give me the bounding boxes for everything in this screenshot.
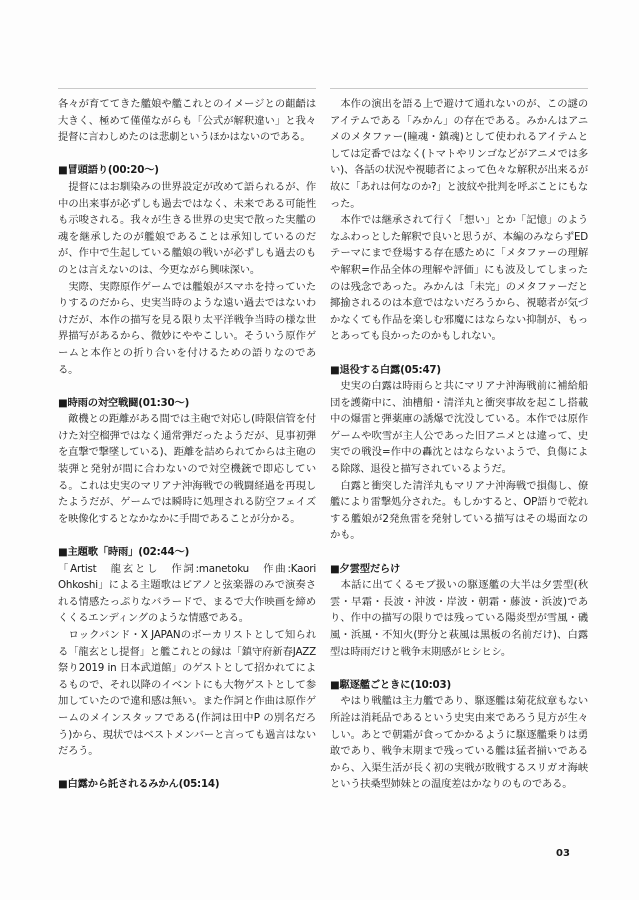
body-paragraph: 各々が育ててきた艦娘や艦これとのイメージとの齟齬は大きく、極めて僅僅ながらも「公式が解釈違い」と我々提督に言わしめたのは悲劇というほかはないのである。 [58, 98, 316, 144]
section-heading: ■夕雲型だらけ [330, 562, 401, 575]
section-heading: ■白露から託されるみかん(05:14) [58, 778, 220, 791]
body-paragraph: 史実の白露は時雨らと共にマリアナ沖海戦前に補給船団を護衛中に、油槽船・清洋丸と衝突事故を起こし搭載中の爆雷と弾薬庫の誘爆で沈没している。本作では原作ゲームや吹雪が主人公であった旧アニメとは違って、史実での戦没=作中の轟沈とはならないようで、負傷による除隊、退役と描写されているようだ。 [330, 380, 588, 476]
left-column [58, 96, 316, 793]
body-paragraph: やはり戦艦は主力艦であり、駆逐艦は菊花紋章もない所詮は消耗品であるという史実由来であろう見方が生々しい。あとで朝霜が食ってかかるように駆逐艦乗りは勇敢であり、戦争末期まで残っている艦は猛者揃いであるから、入渠生活が長く初の実戦が敗戦するスリガオ海峡という扶桑型姉妹との温度差はかなりのものである。 [330, 695, 588, 791]
paragraph-gap [58, 527, 316, 544]
paragraph-gap [58, 378, 316, 395]
body-paragraph: 敵機との距離がある間では主砲で対応し(時限信管を付けた対空榴弾ではなく通常弾だったようだが、見事初弾を直撃で撃墜している)、距離を詰められてからは主砲の装弾と発射が間に合わないので対空機銃で即応している。これは史実のマリアナ沖海戦での戦闘経過を再現したようだが、ゲームでは瞬時に処理される防空フェイズを映像化するとなかなかに手間であることが分かる。 [58, 413, 316, 525]
body-paragraph: 「Artist 龍玄とし 作詞:manetoku 作曲:Kaori Ohkoshi」による主題歌はピアノと弦楽器のみで演奏される情感たっぷりなバラードで、まるで大作映画を締めくくるエンディングのような情感である。 [58, 562, 316, 625]
body-paragraph: 提督にはお馴染みの世界設定が改めて語られるが、作中の出来事が必ずしも過去ではなく、未来である可能性も示唆される。我々が生きる世界の史実で散った実艦の魂を継承したのが艦娘であることは承知しているのだが、作中で生起している艦娘の戦いが必ずしも過去のものとは言えないのは、今更ながら興味深い。 [58, 180, 316, 276]
section-heading: ■冒頭語り(00:20〜) [58, 164, 159, 177]
top-rule-left [58, 88, 316, 89]
section-heading: ■主題歌「時雨」(02:44〜) [58, 546, 190, 559]
paragraph-gap [330, 544, 588, 561]
body-paragraph: 本作では継承されて行く「想い」とか「記憶」のようなふわっとした解釈で良いと思うが、本編のみならずEDテーマにまで登場する存在感ために「メタファーの理解や解釈=作品全体の理解や評価」にも波及してしまったのは残念であった。みかんは「未完」のメタファーだと揶揄されるのは本意ではないだろうから、視聴者が気づかなくても作品を楽しむ邪魔にはならない抑制が、もっとあっても良かったのかもしれない。 [330, 214, 588, 343]
section-heading: ■退役する白露(05:47) [330, 363, 441, 376]
section-heading: ■時雨の対空戦闘(01:30〜) [58, 396, 190, 409]
section-heading: ■駆逐艦ごときに(10:03) [330, 678, 451, 691]
paragraph-gap [58, 146, 316, 163]
page-number: 03 [556, 848, 570, 859]
paragraph-gap [58, 760, 316, 777]
body-paragraph: 本作の演出を語る上で避けて通れないのが、この謎のアイテムである「みかん」の存在である。みかんはアニメのメタファー(瞳魂・鎮魂)として使われるアイテムとしては定番ではなく(トマトやリンゴなどがアニメでは多い)、各話の状況や視聴者によって色々な解釈が出来るが故に「あれは何なのか?」と波紋や批判を呼ぶことにもなった。 [330, 98, 588, 210]
body-paragraph: 実際、実際原作ゲームでは艦娘がスマホを持っていたりするのだから、史実当時のような遠い過去ではないわけだが、本作の描写を見る限り太平洋戦争当時の様な世界描写があるから、微妙にややこしい。そういう原作ゲームと本作との折り合いを付けるための語りなのである。 [58, 280, 316, 376]
body-paragraph: 白露と衝突した清洋丸もマリアナ沖海戦で損傷し、僚艦により雷撃処分された。もしかすると、OP語りで乾れする艦娘が2発魚雷を発射している描写はその場面なのかも。 [330, 479, 588, 542]
body-paragraph: ロックバンド・X JAPANのボーカリストとして知られる「龍玄とし提督」と艦これとの縁は「鎮守府新春JAZZ祭り2019 in 日本武道館」のゲストとして招かれてによるもので、それ以降のイベントにも大物ゲストとして参加していたので違和感は無い。また作詞と作曲は原作ゲームのメインスタッフである(作詞は田中P の別名だろう)から、現状ではベストメンバーと言っても過言はないだろう。 [58, 629, 316, 758]
body-paragraph: 本話に出てくるモブ扱いの駆逐艦の大半は夕雲型(秋雲・早霜・長波・沖波・岸波・朝霜・藤波・浜波)であり、作中の描写の限りでは残っている陽炎型が雪風・磯風・浜風・不知火(野分と萩風は黒板の名前だけ)、白露型は時雨だけと戦争末期感がヒシヒシ。 [330, 579, 588, 658]
paragraph-gap [330, 345, 588, 362]
paragraph-gap [330, 660, 588, 677]
top-rule-right [330, 88, 588, 89]
right-column [330, 96, 588, 793]
